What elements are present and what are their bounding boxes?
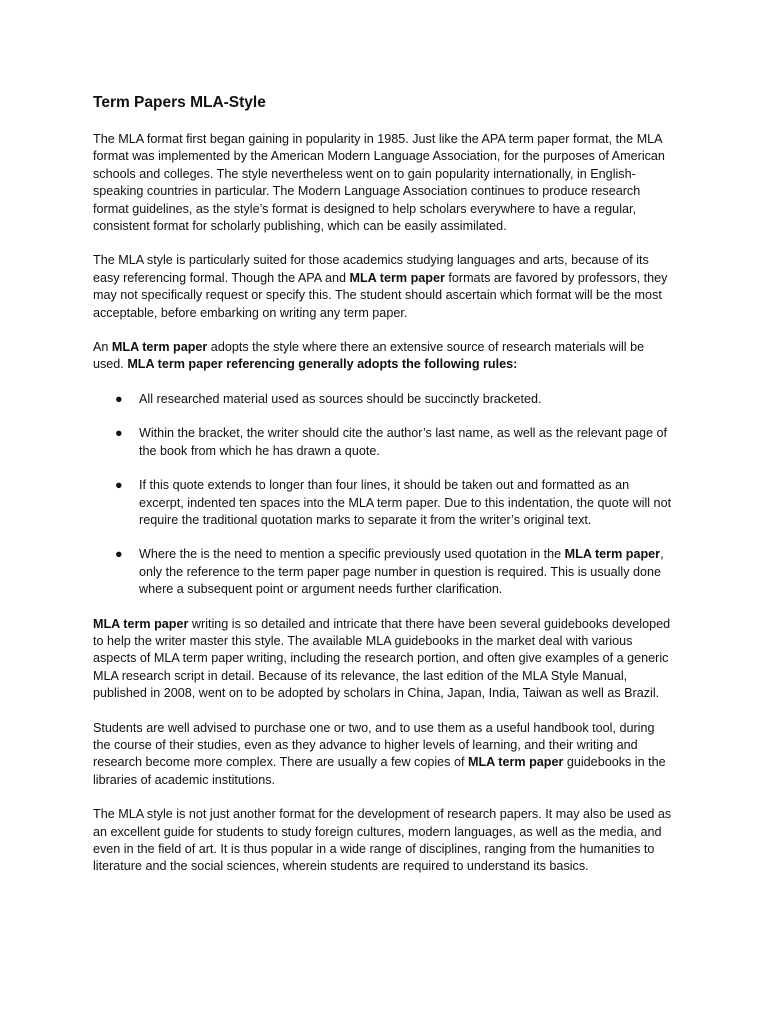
paragraph-3 [93, 339, 673, 374]
list-item-text: Within the bracket, the writer should cite the author’s last name, as well as the relevant page of the book from which he has drawn a quote. [139, 426, 668, 458]
paragraph-4 [93, 616, 673, 703]
paragraph-2-text-a: The MLA style is particularly suited for those academics studying languages and arts, because of its easy referencing formal. Though the APA and [93, 253, 649, 285]
list-item-text-b: , only the reference to the term paper page number in question is required. This is usually done where a subsequent point or argument needs further clarification. [139, 547, 664, 597]
paragraph-1-text: The MLA format first began gaining in popularity in 1985. Just like the APA term paper format, the MLA format was implemented by the American Modern Language Association, for the purposes of American schools and colleges. The style nevertheless went on to gain popularity internationally, in English-speaking countries in particular. The Modern Language Association continues to produce research format guidelines, as the style’s format is designed to help scholars everywhere to have a regular, consistent format for scholarly publishing, which can be easily assimilated. [93, 132, 665, 234]
bullet-icon: ● [115, 426, 123, 441]
bullet-icon: ● [115, 478, 123, 493]
paragraph-3-bold-1: MLA term paper [111, 340, 208, 355]
paragraph-2-text-b: formats are favored by professors, they may not specifically request or specify this. The student should ascertain which format will be the most acceptable, before embarking on writing any term paper. [93, 270, 668, 320]
paragraph-5-text-b: guidebooks in the libraries of academic institutions. [93, 755, 666, 787]
paragraph-3-bold-2: MLA term paper [127, 357, 223, 372]
bullet-icon: ● [115, 547, 123, 562]
document-page [93, 92, 673, 893]
bullet-icon: ● [115, 391, 123, 406]
list-item-text: If this quote extends to longer than four lines, it should be taken out and formatted as an excerpt, indented ten spaces into the MLA term paper. Due to this indentation, the quote will not require the traditional quotation marks to separate it from the writer’s original text. [139, 478, 672, 527]
document-title: Term Papers MLA-Style [93, 94, 266, 111]
list-item [93, 425, 673, 460]
list-item-text-a: Where the is the need to mention a specific previously used quotation in the [139, 547, 565, 562]
paragraph-4-text: writing is so detailed and intricate that there have been several guidebooks developed to help the writer master this style. The available MLA guidebooks in the market deal with various aspects of MLA term paper writing, including the research portion, and often give examples of a generic MLA research script in detail. Because of its relevance, the last edition of the MLA Style Manual, published in 2008, went on to be adopted by scholars in China, Japan, India, Taiwan as well as Brazil. [93, 616, 671, 701]
paragraph-5-text-a: Students are well advised to purchase one or two, and to use them as a useful handbook tool, during the course of their studies, even as they advance to higher levels of learning, and their writing and research become more complex. There are usually a few copies of [93, 720, 655, 770]
paragraph-6-text: The MLA style is not just another format for the development of research papers. It may also be used as an excellent guide for students to study foreign cultures, modern languages, as well as the media, and even in the field of art. It is thus popular in a wide range of disciplines, ranging from the humanities to literature and the social sciences, wherein students are required to understand its basics. [93, 807, 672, 874]
paragraph-5 [93, 720, 673, 790]
paragraph-4-bold: MLA term paper [93, 616, 189, 631]
list-item [93, 546, 673, 598]
list-item-bold: MLA term paper [564, 547, 661, 562]
paragraph-5-bold: MLA term paper [467, 755, 564, 770]
paragraph-1 [93, 131, 673, 235]
paragraph-2 [93, 252, 673, 322]
paragraph-2-bold: MLA term paper [349, 270, 445, 285]
list-item [93, 477, 673, 529]
paragraph-6 [93, 806, 673, 876]
paragraph-3-text-a: An [93, 340, 112, 355]
rules-list [93, 391, 673, 599]
list-item-text: All researched material used as sources should be succinctly bracketed. [139, 391, 542, 406]
list-item [93, 391, 673, 408]
paragraph-3-text-c: referencing generally adopts the following rules: [222, 357, 518, 372]
paragraph-3-text-b: adopts the style where there an extensive source of research materials will be used. [93, 340, 645, 372]
